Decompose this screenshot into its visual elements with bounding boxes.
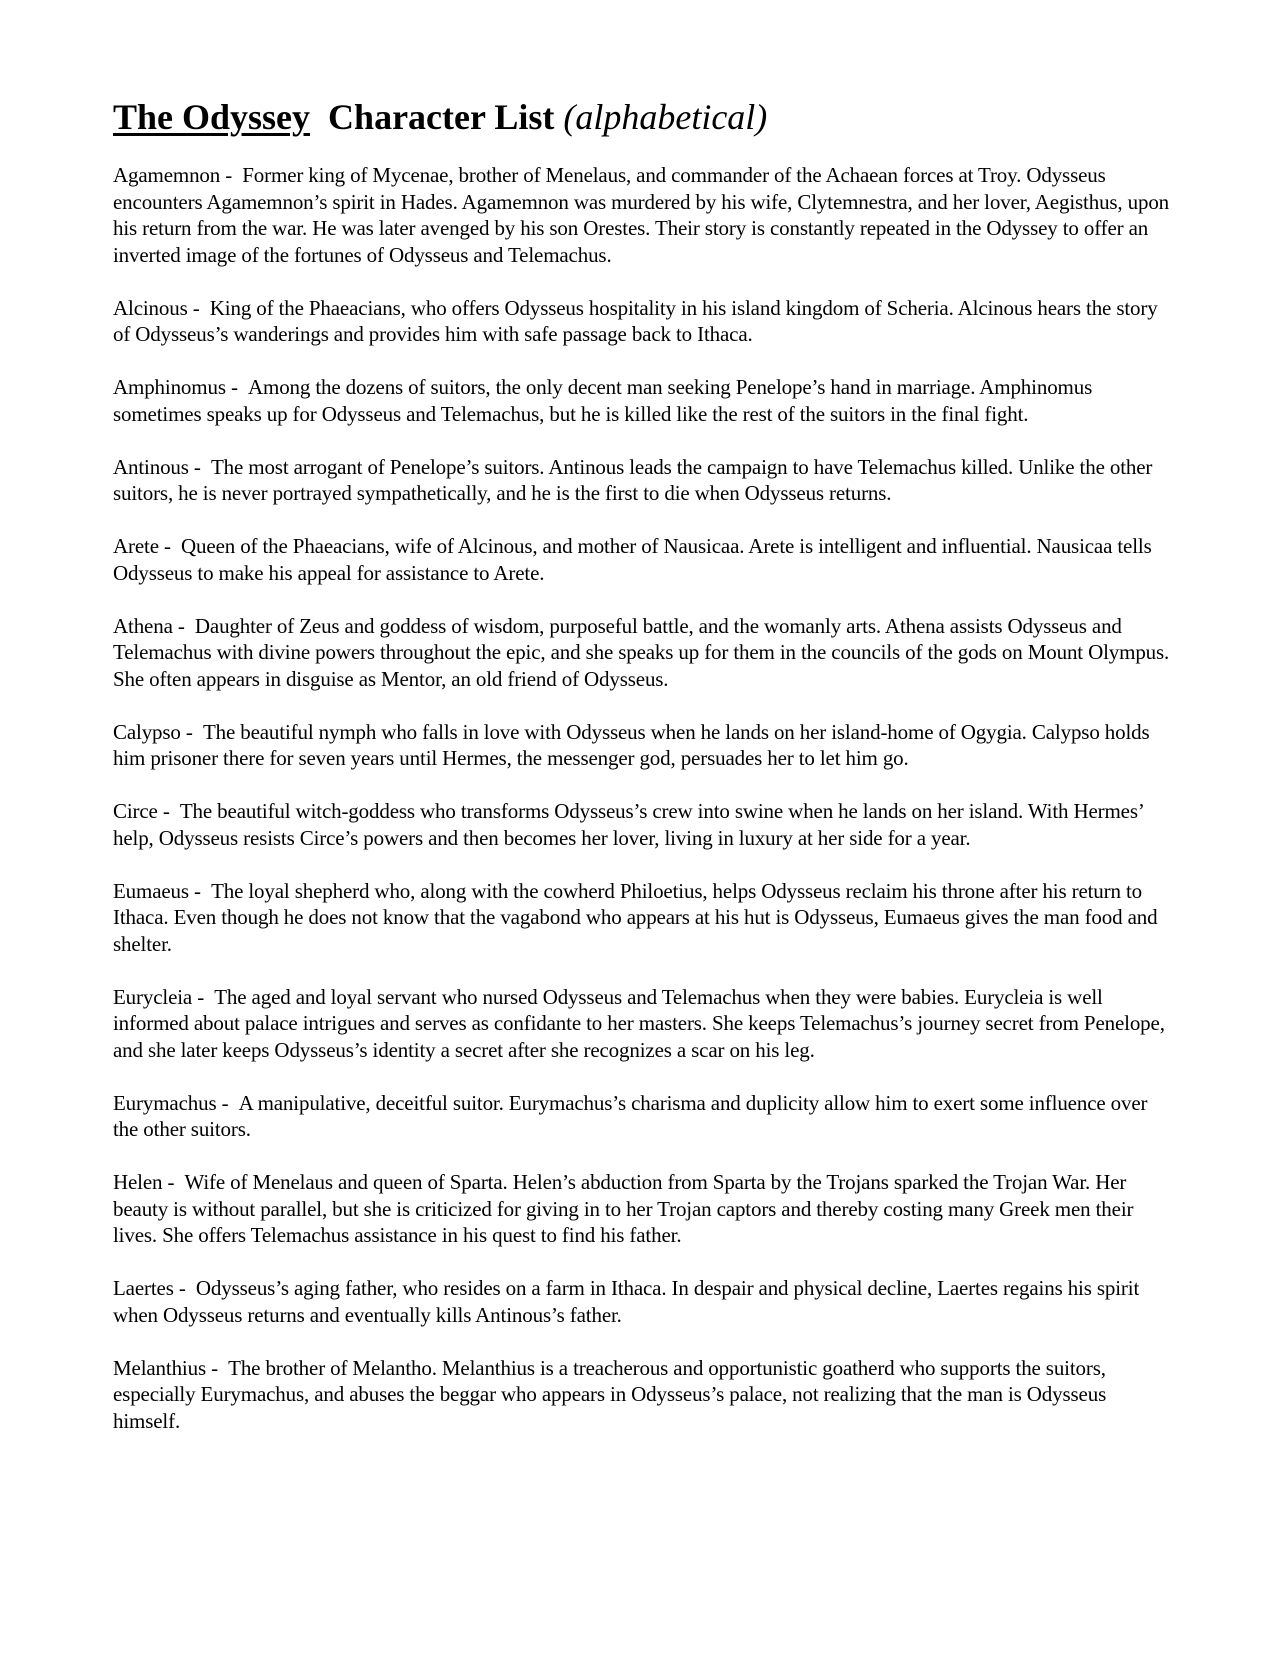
character-name: Eurycleia -: [113, 984, 205, 1009]
character-name: Antinous -: [113, 454, 201, 479]
character-entry-athena: [113, 613, 1173, 693]
document-page: [113, 92, 1173, 1461]
character-entry-calypso: [113, 719, 1173, 772]
character-description: A manipulative, deceitful suitor. Eurymachus’s charisma and duplicity allow him to exert some influence over the other suitors.: [113, 1090, 1148, 1141]
title-book-name: The Odyssey: [113, 97, 311, 137]
character-name: Laertes -: [113, 1276, 186, 1300]
character-entry-eumaeus: [113, 878, 1173, 958]
character-name: Circe -: [113, 799, 170, 823]
character-description: King of the Phaeacians, who offers Odysseus hospitality in his island kingdom of Scheria. Alcinous hears the story of Odysseus’s wanderings and provides him with safe passage back to Ithaca.: [113, 295, 1158, 346]
character-name: Calypso -: [113, 719, 193, 744]
character-entry-circe: [113, 798, 1173, 851]
character-name: Amphinomus -: [113, 375, 238, 399]
character-entry-eurymachus: [113, 1090, 1173, 1143]
character-description: Among the dozens of suitors, the only decent man seeking Penelope’s hand in marriage. Amphinomus sometimes speaks up for Odysseus and Telemachus, but he is killed like the rest of the suitors in the final fight.: [113, 375, 1093, 426]
character-description: Daughter of Zeus and goddess of wisdom, purposeful battle, and the womanly arts. Athena assists Odysseus and Telemachus with divine powers throughout the epic, and she speaks up for them in the councils of the gods on Mount Olympus. She often appears in disguise as Mentor, an old friend of Odysseus.: [113, 613, 1170, 691]
character-name: Alcinous -: [113, 295, 200, 320]
character-description: Former king of Mycenae, brother of Menelaus, and commander of the Achaean forces at Troy. Odysseus encounters Agamemnon’s spirit in Hades. Agamemnon was murdered by his wife, Clytemnestra, and her lover, Aegisthus, upon his return from the war. He was later avenged by his son Orestes. Their story is constantly repeated in the Odyssey to offer an inverted image of the fortunes of Odysseus and Telemachus.: [113, 163, 1170, 267]
character-entry-melanthius: [113, 1355, 1173, 1435]
title-character-list: Character List: [328, 97, 555, 137]
character-description: The beautiful nymph who falls in love with Odysseus when he lands on her island-home of Ogygia. Calypso holds him prisoner there for seven years until Hermes, the messenger god, persuades her to let him go.: [113, 719, 1150, 770]
title-alphabetical: (alphabetical): [563, 97, 768, 137]
character-description: Wife of Menelaus and queen of Sparta. Helen’s abduction from Sparta by the Trojans sparked the Trojan War. Her beauty is without parallel, but she is criticized for giving in to her Trojan captors and thereby costing many Greek men their lives. She offers Telemachus assistance in his quest to find his father.: [113, 1170, 1134, 1247]
character-description: The beautiful witch-goddess who transforms Odysseus’s crew into swine when he lands on her island. With Hermes’ help, Odysseus resists Circe’s powers and then becomes her lover, living in luxury at her side for a year.: [113, 799, 1144, 850]
character-name: Eurymachus -: [113, 1090, 229, 1115]
character-description: Odysseus’s aging father, who resides on a farm in Ithaca. In despair and physical decline, Laertes regains his spirit when Odysseus returns and eventually kills Antinous’s father.: [113, 1276, 1140, 1327]
document-title: [113, 92, 1173, 142]
character-entry-laertes: [113, 1275, 1173, 1328]
character-entry-antinous: [113, 454, 1173, 507]
character-name: Eumaeus -: [113, 878, 201, 903]
character-description: The aged and loyal servant who nursed Odysseus and Telemachus when they were babies. Eurycleia is well informed about palace intrigues and serves as confidante to her masters. She keeps Telemachus’s journey secret from Penelope, and she later keeps Odysseus’s identity a secret after she recognizes a scar on his leg.: [113, 984, 1165, 1062]
character-entry-alcinous: [113, 295, 1173, 348]
character-description: The brother of Melantho. Melanthius is a treacherous and opportunistic goatherd who supports the suitors, especially Eurymachus, and abuses the beggar who appears in Odysseus’s palace, not realizing that the man is Odysseus himself.: [113, 1355, 1107, 1433]
character-entry-eurycleia: [113, 984, 1173, 1064]
character-description: Queen of the Phaeacians, wife of Alcinous, and mother of Nausicaa. Arete is intelligent and influential. Nausicaa tells Odysseus to make his appeal for assistance to Arete.: [113, 534, 1152, 585]
character-entry-amphinomus: [113, 374, 1173, 427]
character-description: The loyal shepherd who, along with the cowherd Philoetius, helps Odysseus reclaim his throne after his return to Ithaca. Even though he does not know that the vagabond who appears at his hut is Odysseus, Eumaeus gives the man food and shelter.: [113, 878, 1158, 956]
character-description: The most arrogant of Penelope’s suitors. Antinous leads the campaign to have Telemachus killed. Unlike the other suitors, he is never portrayed sympathetically, and he is the first to die when Odysseus returns.: [113, 454, 1153, 505]
character-name: Helen -: [113, 1170, 175, 1194]
character-name: Arete -: [113, 534, 171, 558]
character-name: Melanthius -: [113, 1355, 218, 1380]
character-name: Athena -: [113, 613, 185, 638]
character-entry-arete: [113, 533, 1173, 586]
character-entry-agamemnon: [113, 162, 1173, 268]
character-entry-helen: [113, 1169, 1173, 1249]
character-name: Agamemnon -: [113, 163, 233, 187]
